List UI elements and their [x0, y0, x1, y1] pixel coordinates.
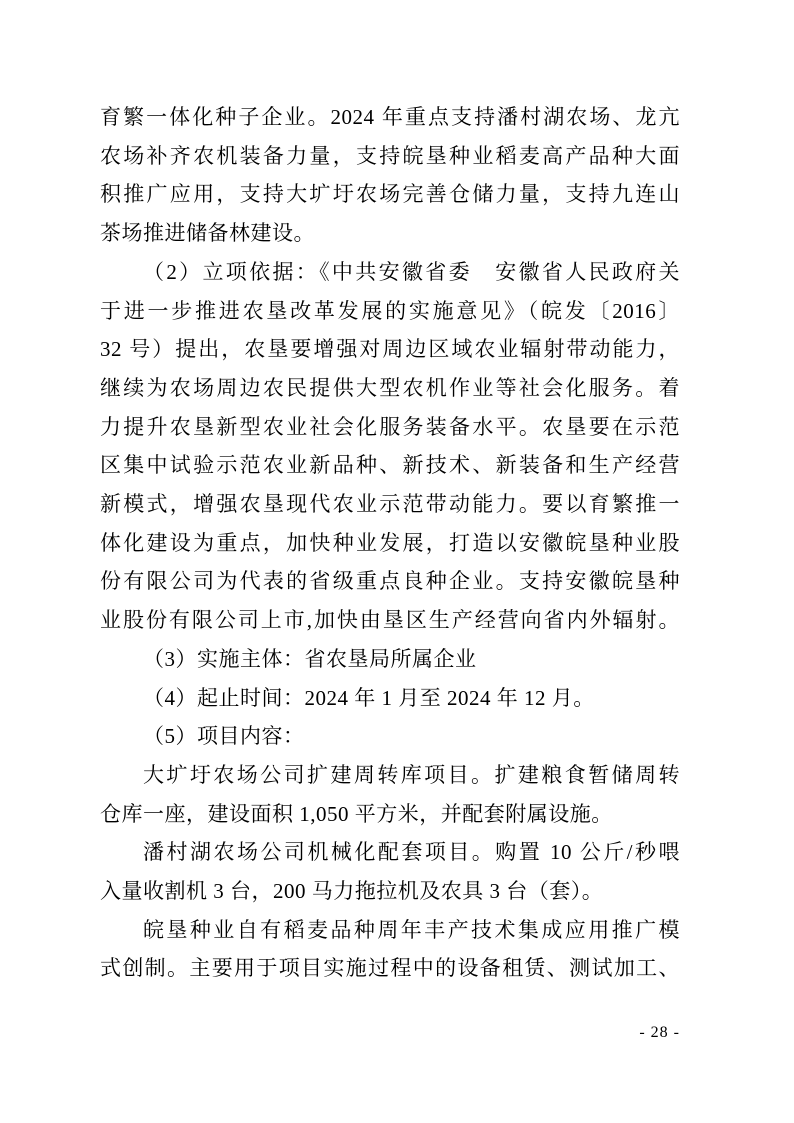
body-text-line: （3）实施主体：省农垦局所属企业 — [143, 646, 477, 671]
body-text-line: 大圹圩农场公司扩建周转库项目。扩建粮食暂储周转 — [143, 762, 680, 787]
body-text-line: 新模式，增强农垦现代农业示范带动能力。要以育繁推一 — [100, 492, 680, 517]
body-text-block — [100, 98, 680, 988]
body-text-line: 业股份有限公司上市,加快由垦区生产经营向省内外辐射。 — [100, 608, 680, 633]
body-text-line: 力提升农垦新型农业社会化服务装备水平。农垦要在示范 — [100, 414, 680, 439]
body-text-line: 32 号）提出，农垦要增强对周边区域农业辐射带动能力， — [100, 337, 680, 362]
body-text-line: 份有限公司为代表的省级重点良种企业。支持安徽皖垦种 — [100, 569, 680, 594]
body-text-line: （5）项目内容： — [143, 724, 305, 749]
body-text-line: 茶场推进储备林建设。 — [100, 221, 315, 246]
body-text-line: （4）起止时间：2024 年 1 月至 2024 年 12 月。 — [143, 685, 595, 710]
body-text-line: 体化建设为重点，加快种业发展，打造以安徽皖垦种业股 — [100, 530, 680, 555]
body-text-line: 潘村湖农场公司机械化配套项目。购置 10 公斤/秒喂 — [143, 840, 680, 865]
body-text-line: 农场补齐农机装备力量，支持皖垦种业稻麦高产品种大面 — [100, 143, 680, 168]
body-text-line: 积推广应用，支持大圹圩农场完善仓储力量，支持九连山 — [100, 182, 680, 207]
body-text-line: 入量收割机 3 台，200 马力拖拉机及农具 3 台（套）。 — [100, 879, 604, 904]
body-text-line: 育繁一体化种子企业。2024 年重点支持潘村湖农场、龙亢 — [100, 105, 680, 129]
body-text-line: 仓库一座，建设面积 1,050 平方米，并配套附属设施。 — [100, 801, 613, 826]
body-text-line: 区集中试验示范农业新品种、新技术、新装备和生产经营 — [100, 453, 680, 478]
page-number: - 28 - — [639, 1024, 680, 1041]
body-text-line: 于进一步推进农垦改革发展的实施意见》（皖发〔2016〕 — [100, 298, 680, 323]
body-text-line: 式创制。主要用于项目实施过程中的设备租赁、测试加工、 — [100, 956, 680, 981]
body-text-line: 皖垦种业自有稻麦品种周年丰产技术集成应用推广模 — [143, 917, 680, 942]
body-text-line: （2）立项依据：《中共安徽省委 安徽省人民政府关 — [143, 259, 680, 284]
body-text-line: 继续为农场周边农民提供大型农机作业等社会化服务。着 — [100, 375, 680, 400]
